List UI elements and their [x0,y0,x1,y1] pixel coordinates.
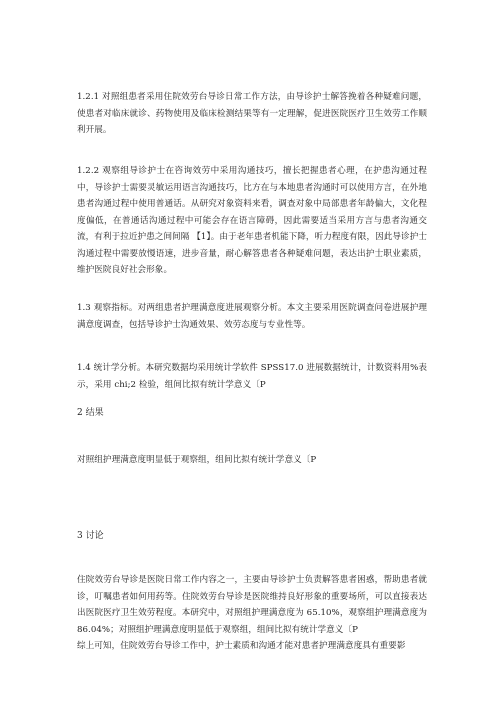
paragraph-1-3: 1.3 观察指标。对两组患者护理满意度进展观察分析。本文主要采用医院调查问卷进展护理满意度调查，包括导诊护士沟通效果、效劳态度与专业性等。 [77,303,427,330]
section-heading-results: 2 结果 [77,408,104,418]
paragraph-1-4: 1.4 统计学分析。本研究数据均采用统计学软件 SPSS17.0 进展数据统计，计数资料用%表示，采用 chi;2 检验，组间比拟有统计学意义〔P [77,363,427,390]
paragraph-1-2-1: 1.2.1 对照组患者采用住院效劳台导诊日常工作方法，由导诊护士解答挽着各种疑难问题，使患者对临床就诊、药物使用及临床检测结果等有一定理解，促进医院医疗卫生效劳工作顺利开展。 [77,92,427,135]
paragraph-1-2-2: 1.2.2 观察组导诊护士在咨询效劳中采用沟通技巧，擅长把握患者心理，在护患沟通过程中，导诊护士需要灵敏运用语言沟通技巧，比方在与本地患者沟通时可以使用方言，在外地患者沟通过程中使用普通话。从研究对象资料来看，调查对象中局部患者年龄偏大，文化程度偏低，在普通话沟通过程中可能会存在语言障碍，因此需要适当采用方言与患者沟通交流，有利于拉近护患之间间隔 【1】。由于老年患者机能下降，听力程度有限，因此导诊护士沟通过程中需要放慢语速，进步音量，耐心解答患者各种疑难问题，表达出护士职业素质，维护医院良好社会形象。 [77,166,427,275]
paragraph-conclusion: 综上可知，住院效劳台导诊工作中，护士素质和沟通才能对患者护理满意度具有重要影 [77,641,406,651]
paragraph-discussion: 住院效劳台导诊是医院日常工作内容之一，主要由导诊护士负责解答患者困惑，帮助患者就诊，叮嘱患者如何用药等。住院效劳台导诊是医院维持良好形象的重要场所，可以直接表达出医院医疗卫生效劳程度。本研究中，对照组护理满意度为 65.10%，观察组护理满意度为 86.04%；对照组护理满意度明显低于观察组，组间比拟有统计学意义〔P [77,575,427,635]
section-heading-discussion: 3 讨论 [77,531,104,541]
paragraph-results: 对照组护理满意度明显低于观察组，组间比拟有统计学意义〔P [77,455,317,465]
